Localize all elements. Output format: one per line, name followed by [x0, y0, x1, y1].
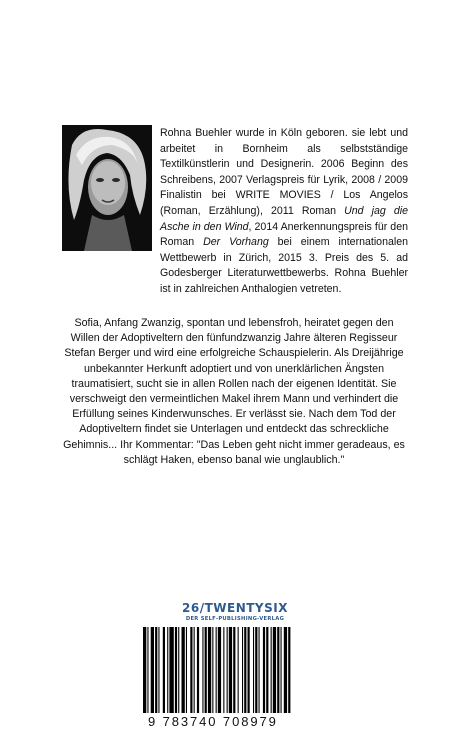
barcode-bar — [175, 627, 177, 713]
barcode-bar — [277, 627, 279, 713]
barcode-bar — [205, 627, 207, 713]
publisher-tagline: DER SELF-PUBLISHING-VERLAG — [185, 616, 285, 622]
barcode-bar — [158, 627, 159, 713]
barcode-bar — [186, 627, 187, 713]
publisher-name: 26/TWENTYSIX — [182, 601, 288, 615]
barcode-bar — [248, 627, 250, 713]
barcode-bar — [169, 627, 173, 713]
bio-text-2: , 2014 Anerkennungspreis für den Roman — [160, 220, 408, 249]
barcode-bar — [271, 627, 272, 713]
barcode-bar — [212, 627, 213, 713]
barcode-bar — [266, 627, 268, 713]
barcode-bar — [147, 627, 148, 713]
author-photo — [62, 125, 152, 251]
barcode-bar — [253, 627, 254, 713]
barcode-bar — [288, 627, 290, 713]
bio-title-1: Und jag die Asche in den Wind — [160, 204, 408, 233]
barcode-bar — [227, 627, 228, 713]
barcode-bar — [259, 627, 260, 713]
barcode-bar — [218, 627, 221, 713]
barcode-bar — [167, 627, 168, 713]
bio-text-1: Rohna Buehler wurde in Köln geboren. sie lebt und arbeitet in Bornheim als selbstständige Textilkünstlerin und Designerin. 2006 Beginn des Schreibens, 2007 Verlagspreis für Lyrik, 2008 / 2009 Finalistin bei WRITE MOVIES / Los Angelos (Roman, Erzählung), 2011 Roman — [160, 127, 408, 217]
barcode-bar — [273, 627, 276, 713]
barcode-bar — [163, 627, 165, 713]
isbn-number: 9 783740 708979 — [148, 714, 278, 729]
barcode-bar — [208, 627, 211, 713]
publisher-logo — [130, 601, 340, 622]
barcode-bar — [202, 627, 203, 713]
bio-text-3: bei einem internationalen Wettbewerb in Zürich, 2015 3. Preis des 5. ad Godesberger Literaturwettbewerbs. Rohna Buehler ist in zahlreichen Anthalogien vetreten. — [160, 236, 408, 295]
barcode-bar — [263, 627, 265, 713]
author-bio — [160, 126, 408, 298]
author-portrait-image — [62, 125, 152, 251]
barcode-bar — [190, 627, 192, 713]
barcode-bar — [284, 627, 287, 713]
barcode-bar — [223, 627, 224, 713]
barcode-bar — [229, 627, 232, 713]
barcode-bar — [151, 627, 154, 713]
bio-title-2: Der Vorhang — [203, 236, 269, 249]
barcode-bar — [238, 627, 239, 713]
barcode-bar — [216, 627, 217, 713]
barcode-bar — [143, 627, 146, 713]
barcode-bar — [242, 627, 243, 713]
barcode-bar — [197, 627, 199, 713]
book-blurb: Sofia, Anfang Zwanzig, spontan und lebensfroh, heiratet gegen den Willen der Adoptiveltern den fünfundzwanzig Jahre älteren Regisseur Stefan Berger und wird eine erfolgreiche Schauspielerin. Als Dreijährige unbekannter Herkunft adoptiert und von unerklärlichen Ängsten traumatisiert, sucht sie in allen Rollen nach der eigenen Identität. Sie verschweigt den vermeintlichen Makel ihrem Mann und verhindert die Erfüllung seines Kinderwunsches. Er verlässt sie. Nach dem Tod der Adoptiveltern findet sie Unterlagen und entdeckt das schreckliche Gehimnis... Ihr Kommentar: "Das Leben geht nicht immer geradeaus, es schlägt Haken, ebenso banal wie unglaublich." — [63, 317, 405, 466]
barcode-bar — [244, 627, 246, 713]
barcode-bar — [255, 627, 257, 713]
barcode-bar — [233, 627, 235, 713]
barcode-bar — [155, 627, 157, 713]
barcode-bar — [194, 627, 195, 713]
barcode-bar — [178, 627, 179, 713]
barcode-bar — [281, 627, 282, 713]
barcode-bar — [182, 627, 185, 713]
